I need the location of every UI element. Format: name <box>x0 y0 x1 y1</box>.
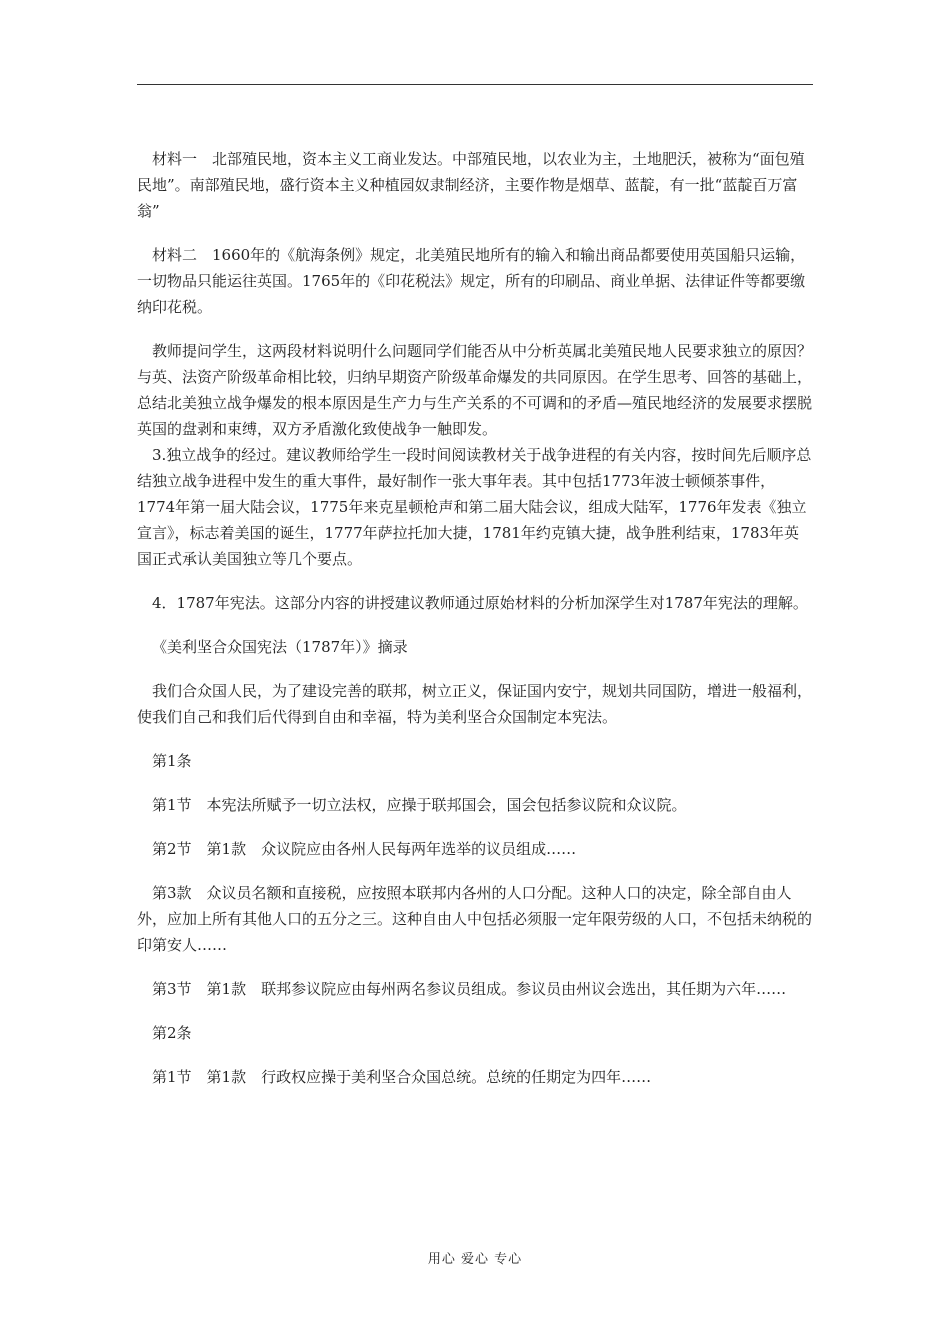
constitution-intro-paragraph: 4．1787年宪法。这部分内容的讲授建议教师通过原始材料的分析加深学生对1787年宪法的理解。 <box>152 594 808 612</box>
teacher-question-paragraph: 教师提问学生，这两段材料说明什么问题同学们能否从中分析英属北美殖民地人民要求独立的原因？与英、法资产阶级革命相比较，归纳早期资产阶级革命爆发的共同原因。在学生思考、回答的基础上，总结北美独立战争爆发的根本原因是生产力与生产关系的不可调和的矛盾—殖民地经济的发展要求摆脱英国的盘剥和束缚，双方矛盾激化致使战争一触即发。 <box>137 342 813 438</box>
article-2-section-1-clause-1: 第1节 第1款 行政权应操于美利坚合众国总统。总统的任期定为四年…… <box>152 1068 652 1086</box>
article-1-section-3-clause-1: 第3节 第1款 联邦参议院应由每州两名参议员组成。参议员由州议会选出，其任期为六年…… <box>152 980 787 998</box>
page-footer: 用心 爱心 专心 <box>427 1252 523 1267</box>
header-rule <box>137 84 813 85</box>
war-process-paragraph: 3.独立战争的经过。建议教师给学生一段时间阅读教材关于战争进程的有关内容，按时间先后顺序总结独立战争进程中发生的重大事件，最好制作一张大事年表。其中包括1773年波士顿倾茶事件，1774年第一届大陆会议，1775年来克星顿枪声和第二届大陆会议，组成大陆军，1776年发表《独立宣言》，标志着美国的诞生，1777年萨拉托加大捷，1781年约克镇大捷，战争胜利结束，1783年英国正式承认美国独立等几个要点。 <box>137 446 812 568</box>
document-body <box>137 146 813 1090</box>
article-1-section-2-clause-1: 第2节 第1款 众议院应由各州人民每两年选举的议员组成…… <box>152 840 577 858</box>
constitution-excerpt-heading: 《美利坚合众国宪法（1787年）》摘录 <box>152 638 408 656</box>
material-one-paragraph: 材料一 北部殖民地，资本主义工商业发达。中部殖民地，以农业为主，土地肥沃，被称为“面包殖民地”。南部殖民地，盛行资本主义种植园奴隶制经济，主要作物是烟草、蓝靛，有一批“蓝靛百万富翁” <box>137 150 805 220</box>
preamble-paragraph: 我们合众国人民，为了建设完善的联邦，树立正义，保证国内安宁，规划共同国防，增进一般福利，使我们自己和我们后代得到自由和幸福，特为美利坚合众国制定本宪法。 <box>137 682 813 726</box>
article-1-section-1: 第1节 本宪法所赋予一切立法权，应操于联邦国会，国会包括参议院和众议院。 <box>152 796 687 814</box>
material-two-paragraph: 材料二 1660年的《航海条例》规定，北美殖民地所有的输入和输出商品都要使用英国船只运输，一切物品只能运往英国。1765年的《印花税法》规定，所有的印刷品、商业单据、法律证件等都要缴纳印花税。 <box>137 246 806 316</box>
article-1-section-2-clause-3: 第3款 众议员名额和直接税，应按照本联邦内各州的人口分配。这种人口的决定，除全部自由人外，应加上所有其他人口的五分之三。这种自由人中包括必须服一定年限劳级的人口，不包括未纳税的印第安人…… <box>137 884 813 954</box>
article-2-heading: 第2条 <box>152 1024 192 1042</box>
article-1-heading: 第1条 <box>152 752 192 770</box>
